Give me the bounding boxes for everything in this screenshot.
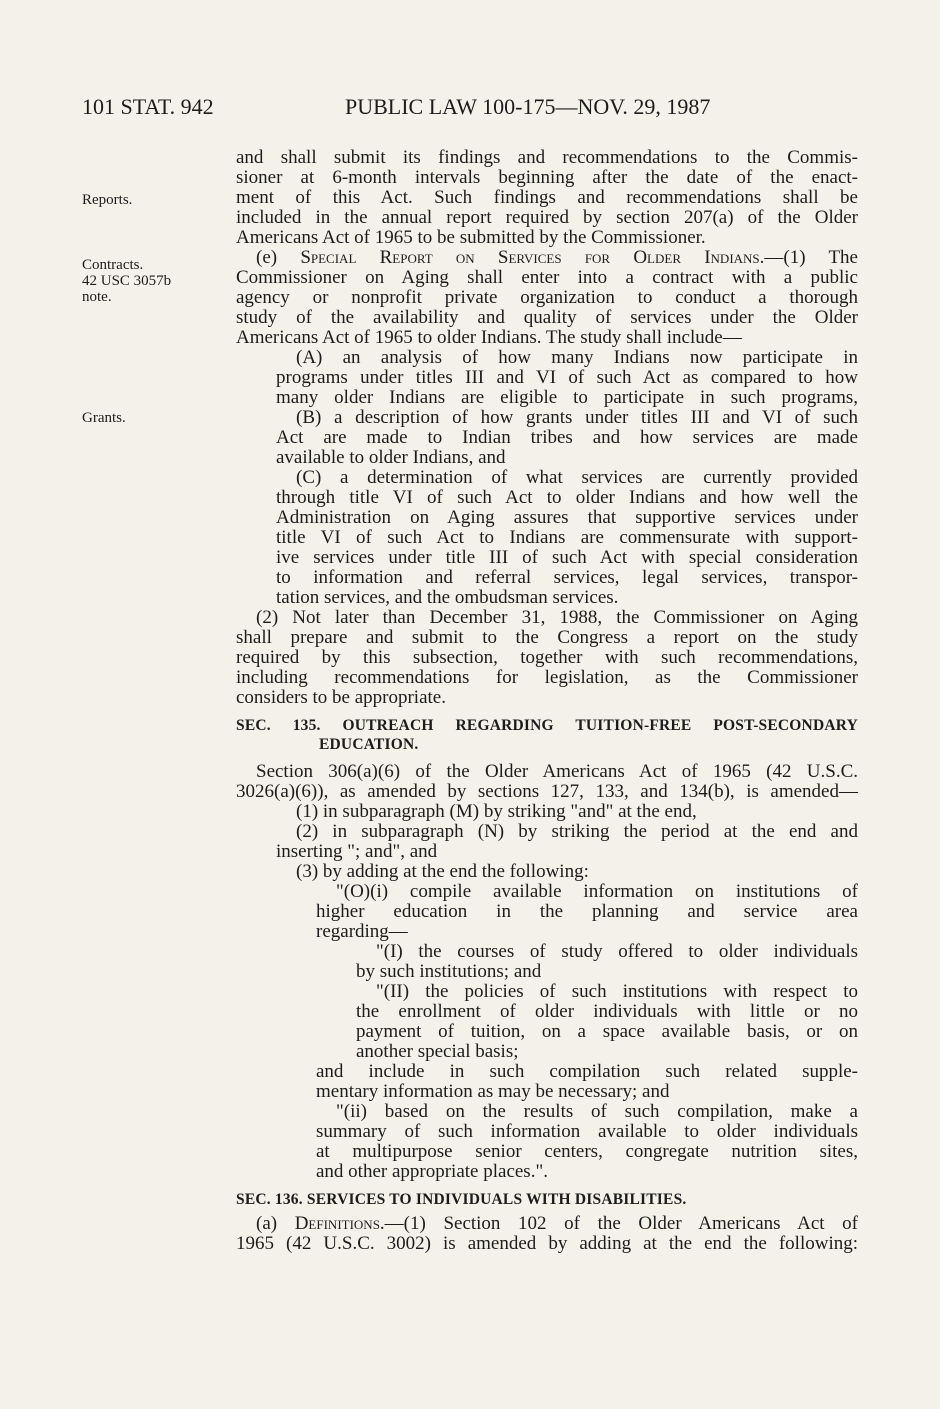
text-line: through title VI of such Act to older Indians and how well the bbox=[276, 487, 858, 508]
text-line: inserting "; and", and bbox=[276, 841, 438, 862]
text-line: and include in such compilation such related supple- bbox=[316, 1061, 858, 1082]
text-line: to information and referral services, legal services, transpor- bbox=[276, 567, 858, 588]
margin-note-reports: Reports. bbox=[82, 192, 133, 208]
text-line: mentary information as may be necessary; and bbox=[316, 1081, 670, 1102]
text-line: regarding— bbox=[316, 921, 408, 942]
text-line: programs under titles III and VI of such Act as compared to how bbox=[276, 367, 858, 388]
text-line: Administration on Aging assures that supportive services under bbox=[276, 507, 858, 528]
text-line: and other appropriate places.". bbox=[316, 1161, 548, 1182]
text-line: by such institutions; and bbox=[356, 961, 542, 982]
text-line: and shall submit its findings and recommendations to the Commis- bbox=[236, 147, 858, 168]
text-line: Commissioner on Aging shall enter into a contract with a public bbox=[236, 267, 858, 288]
margin-note-grants: Grants. bbox=[82, 410, 126, 426]
text-line: (2) Not later than December 31, 1988, the Commissioner on Aging bbox=[256, 607, 858, 628]
text-line bbox=[256, 248, 858, 268]
text-line: the enrollment of older individuals with little or no bbox=[356, 1001, 858, 1022]
text-line: many older Indians are eligible to participate in such programs, bbox=[276, 387, 858, 408]
text-line: tation services, and the ombudsman services. bbox=[276, 587, 619, 608]
section-heading-line: SEC. 135. OUTREACH REGARDING TUITION-FREE POST-SECONDARY bbox=[236, 717, 858, 734]
text-line: summary of such information available to older individuals bbox=[316, 1121, 858, 1142]
text-line: payment of tuition, on a space available basis, or on bbox=[356, 1021, 858, 1042]
text-line: study of the availability and quality of services under the Older bbox=[236, 307, 858, 328]
text-line: Americans Act of 1965 to be submitted by the Commissioner. bbox=[236, 227, 706, 248]
text-line: sioner at 6-month intervals beginning after the date of the enact- bbox=[236, 167, 858, 188]
text-line: 3026(a)(6)), as amended by sections 127, 133, and 134(b), is amended— bbox=[236, 781, 858, 802]
text-line-suffix: .—(1) The bbox=[759, 247, 858, 268]
text-line: included in the annual report required by section 207(a) of the Older bbox=[236, 207, 858, 228]
text-line: including recommendations for legislation, as the Commissioner bbox=[236, 667, 858, 688]
text-line: "(O)(i) compile available information on institutions of bbox=[336, 881, 858, 902]
text-line: another special basis; bbox=[356, 1041, 519, 1062]
text-line: agency or nonprofit private organization to conduct a thorough bbox=[236, 287, 858, 308]
section-heading-line: EDUCATION. bbox=[319, 736, 419, 753]
text-line: (A) an analysis of how many Indians now participate in bbox=[296, 347, 858, 368]
subsection-heading: Definitions bbox=[294, 1213, 380, 1234]
subsection-heading: Special Report on Services for Older Indians bbox=[300, 247, 760, 268]
section-heading-line: SEC. 136. SERVICES TO INDIVIDUALS WITH DISABILITIES. bbox=[236, 1191, 687, 1208]
text-line: "(II) the policies of such institutions with respect to bbox=[376, 981, 858, 1002]
text-line: "(I) the courses of study offered to older individuals bbox=[376, 941, 858, 962]
text-line: 1965 (42 U.S.C. 3002) is amended by adding at the end the following: bbox=[236, 1233, 858, 1254]
text-line: ive services under title III of such Act with special consideration bbox=[276, 547, 858, 568]
text-line-prefix: (a) bbox=[256, 1213, 295, 1234]
text-line: at multipurpose senior centers, congregate nutrition sites, bbox=[316, 1141, 858, 1162]
text-line-suffix: .—(1) Section 102 of the Older Americans Act of bbox=[379, 1213, 858, 1234]
header-public-law-title: PUBLIC LAW 100-175—NOV. 29, 1987 bbox=[345, 94, 711, 119]
text-line: Americans Act of 1965 to older Indians. The study shall include— bbox=[236, 327, 742, 348]
text-line: available to older Indians, and bbox=[276, 447, 506, 468]
text-line: (3) by adding at the end the following: bbox=[296, 861, 589, 882]
text-line: higher education in the planning and service area bbox=[316, 901, 858, 922]
text-line: title VI of such Act to Indians are commensurate with support- bbox=[276, 527, 858, 548]
text-line: Act are made to Indian tribes and how services are made bbox=[276, 427, 858, 448]
text-line: ment of this Act. Such findings and recommendations shall be bbox=[236, 187, 858, 208]
margin-note-note: note. bbox=[82, 289, 112, 305]
header-stat-citation: 101 STAT. 942 bbox=[82, 94, 214, 119]
margin-note-contracts: Contracts. bbox=[82, 257, 144, 273]
text-line: Section 306(a)(6) of the Older Americans Act of 1965 (42 U.S.C. bbox=[256, 761, 858, 782]
text-line: (2) in subparagraph (N) by striking the period at the end and bbox=[296, 821, 858, 842]
text-line: shall prepare and submit to the Congress a report on the study bbox=[236, 627, 858, 648]
text-line: "(ii) based on the results of such compilation, make a bbox=[336, 1101, 858, 1122]
text-line: (1) in subparagraph (M) by striking "and" at the end, bbox=[296, 801, 697, 822]
text-line: considers to be appropriate. bbox=[236, 687, 446, 708]
text-line-prefix: (e) bbox=[256, 247, 301, 268]
margin-note-usc-citation: 42 USC 3057b bbox=[82, 273, 172, 289]
text-line bbox=[256, 1214, 858, 1234]
text-line: (C) a determination of what services are currently provided bbox=[296, 467, 858, 488]
text-line: required by this subsection, together with such recommendations, bbox=[236, 647, 858, 668]
text-line: (B) a description of how grants under titles III and VI of such bbox=[296, 407, 858, 428]
